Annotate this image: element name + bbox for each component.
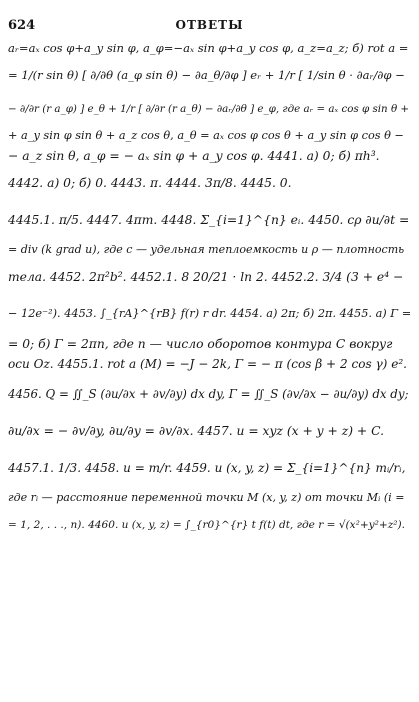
- text-line: − a_z sin θ, a_φ = − aₓ sin φ + a_y cos φ. 4441. а) 0; б) πh³.: [8, 149, 380, 163]
- text-line: тела. 4452. 2π²b². 4452.1. 8 20/21 · ln 2. 4452.2. 3/4 (3 + e⁴ −: [8, 270, 404, 284]
- page-number: 624: [8, 18, 36, 33]
- page-header: [8, 18, 411, 34]
- text-line: = 1/(r sin θ) [ ∂/∂θ (a_φ sin θ) − ∂a_θ/∂φ ] eᵣ + 1/r [ 1/sin θ · ∂aᵣ/∂φ −: [8, 68, 405, 82]
- text-line: + a_y sin φ sin θ + a_z cos θ, a_θ = aₓ cos φ cos θ + a_y sin φ cos θ −: [8, 129, 405, 142]
- text-line: где rᵢ — расстояние переменной точки M (x, y, z) от точки Mᵢ (i =: [8, 491, 405, 504]
- page-title: ОТВЕТЫ: [175, 18, 244, 32]
- text-line: 4457.1. 1/3. 4458. u = m/r. 4459. u (x, y, z) = Σ_{i=1}^{n} mᵢ/rᵢ,: [8, 461, 406, 475]
- text-line: 4456. Q = ∬_S (∂u/∂x + ∂v/∂y) dx dy, Γ = ∬_S (∂v/∂x − ∂u/∂y) dx dy;: [8, 387, 409, 401]
- text-line: оси Oz. 4455.1. rot a (M) = −J − 2k, Γ = − π (cos β + 2 cos γ) e².: [8, 357, 407, 371]
- text-line: aᵣ=aₓ cos φ+a_y sin φ, a_φ=−aₓ sin φ+a_y cos φ, a_z=a_z; б) rot a =: [8, 41, 409, 55]
- text-line: − 12e⁻²). 4453. ∫_{rA}^{rB} f(r) r dr. 4454. а) 2π; б) 2π. 4455. а) Γ =: [8, 307, 412, 320]
- answers-text: [8, 38, 411, 542]
- text-line: = div (k grad u), где c — удельная теплоемкость и ρ — плотность: [8, 243, 405, 256]
- text-line: = 1, 2, . . ., n). 4460. u (x, y, z) = ∫_{r0}^{r} t f(t) dt, где r = √(x²+y²+z²).: [8, 519, 405, 531]
- text-line: ∂u/∂x = − ∂v/∂y, ∂u/∂y = ∂v/∂x. 4457. u = xyz (x + y + z) + C.: [8, 424, 385, 438]
- text-line: = 0; б) Γ = 2πn, где n — число оборотов контура C вокруг: [8, 337, 393, 351]
- text-line: 4445.1. π/5. 4447. 4πm. 4448. Σ_{i=1}^{n} eᵢ. 4450. cρ ∂u/∂t =: [8, 213, 410, 227]
- text-line: 4442. а) 0; б) 0. 4443. π. 4444. 3π/8. 4445. 0.: [8, 176, 292, 190]
- text-line: − ∂/∂r (r a_φ) ] e_θ + 1/r [ ∂/∂r (r a_θ) − ∂aᵣ/∂θ ] e_φ, где aᵣ = aₓ cos φ sin θ +: [8, 103, 410, 115]
